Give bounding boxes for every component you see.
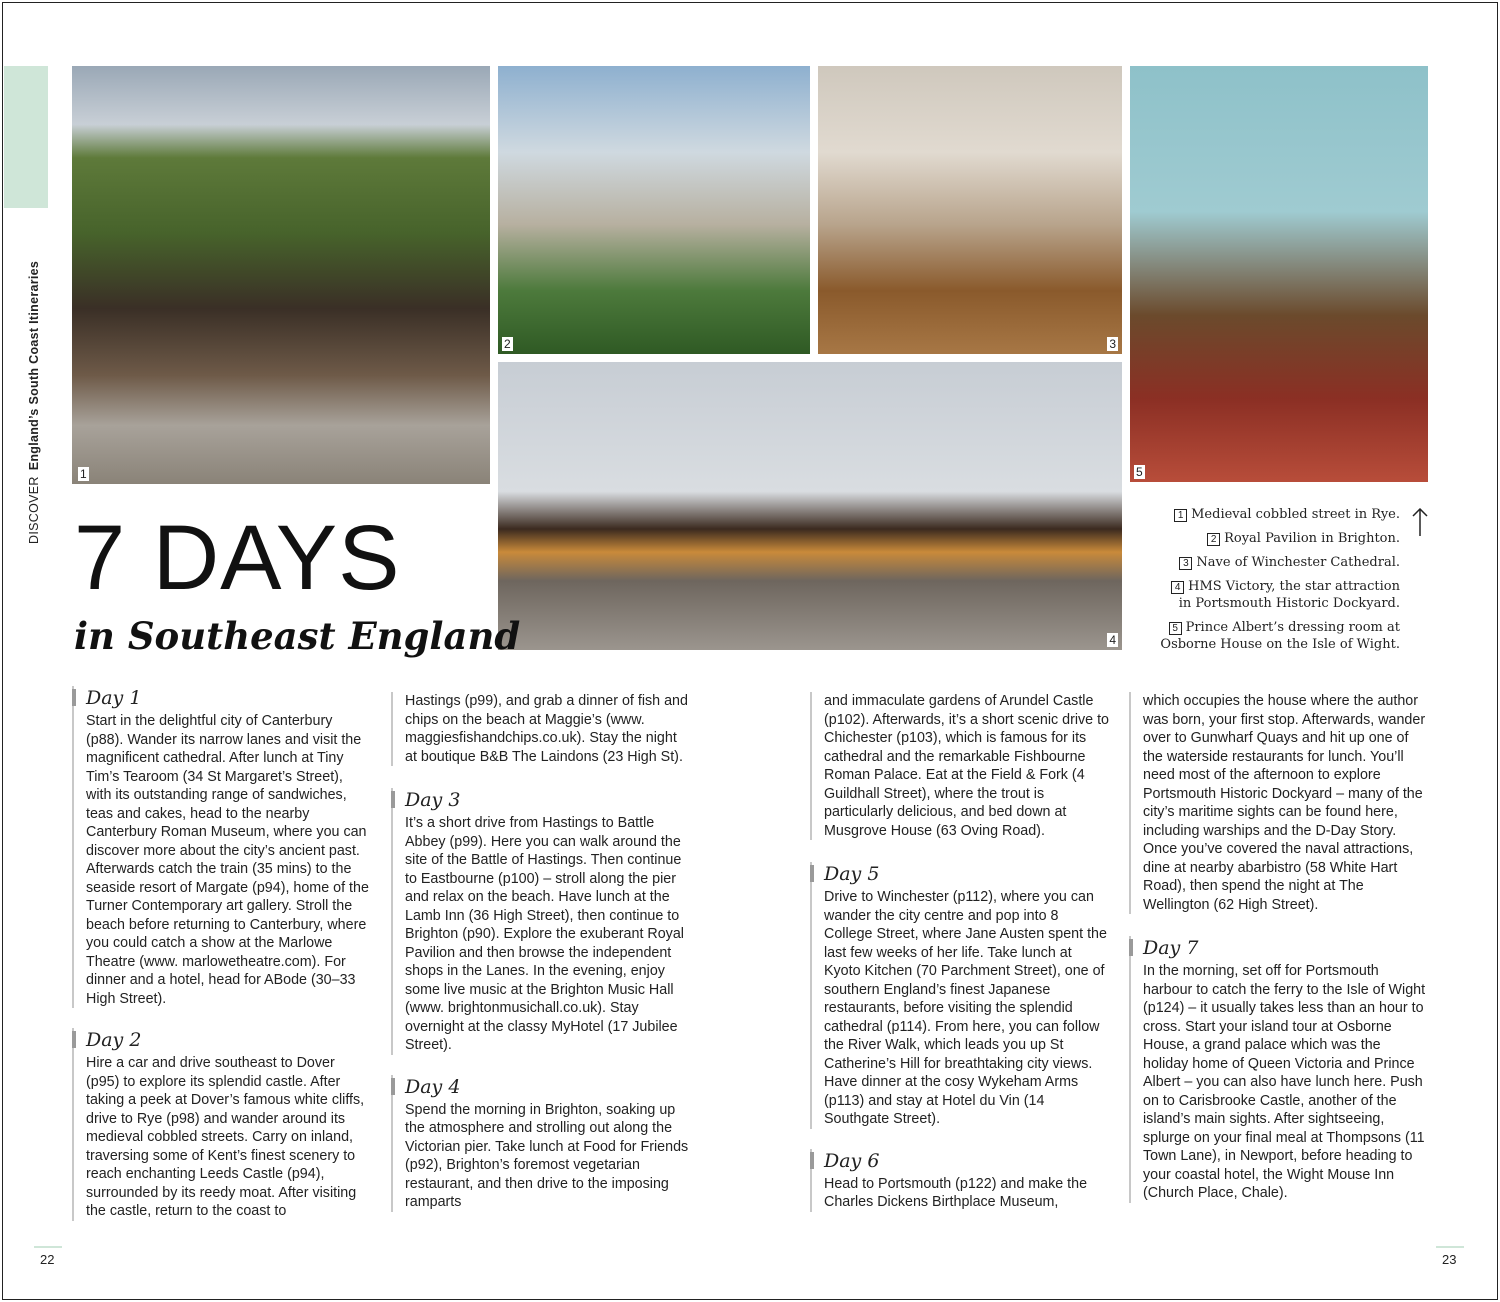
day-text-continued: and immaculate gardens of Arundel Castle (p102). Afterwards, it’s a short scenic drive to Chichester (p103), which is famous for its cathedral and the remarkable Fishbourne Roman Palace. Eat at the Field & Fork (4 Guildhall Street), where the trout is particularly delicious, and bed down at Musgrove House (63 Oving Road). xyxy=(810,692,1110,840)
day-section xyxy=(391,788,691,1055)
day-text: Head to Portsmouth (p122) and make the Charles Dickens Birthplace Museum, xyxy=(824,1175,1088,1210)
photo-osborne-house xyxy=(1130,66,1428,482)
caption: 1 Medieval cobbled street in Rye. xyxy=(1160,506,1400,523)
day-heading: Day 4 xyxy=(405,1075,691,1099)
caption: 3 Nave of Winchester Cathedral. xyxy=(1160,554,1400,571)
day-heading: Day 7 xyxy=(1143,936,1429,960)
photo-hms-victory xyxy=(498,362,1122,650)
photo-winchester-cathedral xyxy=(818,66,1122,354)
day-section xyxy=(72,1028,372,1221)
photo-number: 4 xyxy=(1109,633,1116,647)
page-title: 7 DAYS xyxy=(74,507,401,609)
day-text: Spend the morning in Brighton, soaking up the atmosphere and strolling out along the Victorian pier. Take lunch at Food for Friends (p92), Brighton’s foremost vegetarian restaurant, and then drive to the imposing ramparts xyxy=(405,1101,689,1210)
day-text: Start in the delightful city of Canterbury (p88). Wander its narrow lanes and visit the magnificent cathedral. After lunch at Tiny Tim’s Tearoom (34 St Margaret’s Street), with its outstanding range of sandwiches, teas and cakes, head to the nearby Canterbury Roman Museum, where you can discover more about the city’s ancient past. Afterwards catch the train (35 mins) to the seaside resort of Margate (p94), home of the Turner Contemporary art gallery. Stroll the beach before returning to Canterbury, where you could catch a show at the Marlowe Theatre (www. marlowetheatre.com). For dinner and a hotel, head for ABode (30–33 High Street). xyxy=(86,713,369,1007)
day-text: It’s a short drive from Hastings to Battle Abbey (p99). Here you can walk around the site of the Battle of Hastings. Then continue to Eastbourne (p100) – stroll along the pier and relax on the beach. Have lunch at the Lamb Inn (36 High Street), then continue to Brighton (p90). Explore the exuberant Royal Pavilion and then browse the independent shops in the Lanes. In the evening, enjoy some live music at the Brighton Music Hall (www. brightonmusichall.co.uk). Stay overnight at the classy MyHotel (17 Jubilee Street). xyxy=(405,815,684,1053)
day-heading: Day 3 xyxy=(405,788,691,812)
photo-number: 1 xyxy=(80,467,87,481)
day-section xyxy=(810,1149,1110,1212)
day-section xyxy=(1129,936,1429,1203)
day-heading: Day 5 xyxy=(824,862,1110,886)
day-section xyxy=(810,862,1110,1129)
arrow-up-icon xyxy=(1410,506,1430,538)
caption: 5 Prince Albert’s dressing room at Osborne House on the Isle of Wight. xyxy=(1160,620,1400,652)
text-column-1 xyxy=(72,686,372,1241)
text-column-2 xyxy=(391,692,691,1232)
section-color-tab xyxy=(4,66,48,208)
day-heading: Day 2 xyxy=(86,1028,372,1052)
photo-rye-street xyxy=(72,66,490,484)
photo-captions xyxy=(1160,506,1400,660)
day-text: In the morning, set off for Portsmouth harbour to catch the ferry to the Isle of Wight (p124) – it usually takes less than an hour to cross. Start your island tour at Osborne House, a grand palace which was the holiday home of Queen Victoria and Prince Albert – you can also have lunch here. Push on to Carisbrooke Castle, another of the island’s main sights. After sightseeing, splurge on your final meal at Thompsons (11 Town Lane), in Newport, before heading to your coastal hotel, the Wight Mouse Inn (Church Place, Chale). xyxy=(1143,963,1426,1201)
caption: 4 HMS Victory, the star attraction in Portsmouth Historic Dockyard. xyxy=(1170,578,1400,612)
day-heading: Day 6 xyxy=(824,1149,1110,1173)
photo-number: 2 xyxy=(504,337,511,351)
caption: 2 Royal Pavilion in Brighton. xyxy=(1160,530,1400,547)
photo-royal-pavilion xyxy=(498,66,810,354)
photo-number: 3 xyxy=(1109,337,1116,351)
day-section xyxy=(72,686,372,1008)
day-text-continued: Hastings (p99), and grab a dinner of fish and chips on the beach at Maggie’s (www. maggiesfishandchips.co.uk). Stay the night at boutique B&B The Laindons (23 High St). xyxy=(391,692,691,766)
photo-number: 5 xyxy=(1136,465,1143,479)
page-number-rule xyxy=(1436,1246,1464,1248)
day-heading: Day 1 xyxy=(86,686,372,710)
side-section-label: DISCOVEREngland’s South Coast Itineraries xyxy=(27,260,41,544)
page-number-left: 22 xyxy=(40,1252,55,1267)
day-text: Drive to Winchester (p112), where you can wander the city centre and pop into 8 College Street, where Jane Austen spent the last few weeks of her life. Take lunch at Kyoto Kitchen (70 Parchment Street), one of southern England’s finest Japanese restaurants, before visiting the splendid cathedral (p114). From here, you can follow the River Walk, which leads you up St Catherine’s Hill for breathtaking city views. Have dinner at the cosy Wykeham Arms (p113) and stay at Hotel du Vin (14 Southgate Street). xyxy=(824,889,1107,1127)
day-section xyxy=(391,1075,691,1212)
text-column-4 xyxy=(1129,692,1429,1223)
page-number-right: 23 xyxy=(1442,1252,1457,1267)
page-number-rule xyxy=(34,1246,62,1248)
day-text-continued: which occupies the house where the author was born, your first stop. Afterwards, wander over to Gunwharf Quays and hit up one of the waterside restaurants for lunch. You’ll need most of the afternoon to explore Portsmouth Historic Dockyard – many of the city’s maritime sights can be found here, including warships and the D-Day Story. Once you’ve covered the naval attractions, dine at nearby abarbistro (58 White Hart Road), then spend the night at The Wellington (62 High Street). xyxy=(1129,692,1429,914)
day-text: Hire a car and drive southeast to Dover (p95) to explore its splendid castle. After taking a peek at Dover’s famous white cliffs, drive to Rye (p98) and wander around its medieval cobbled streets. Carry on inland, traversing some of Kent’s finest scenery to reach enchanting Leeds Castle (p94), surrounded by its reedy moat. After visiting the castle, return to the coast to xyxy=(86,1055,365,1219)
page-subtitle: in Southeast England xyxy=(74,614,521,658)
text-column-3 xyxy=(810,692,1110,1232)
